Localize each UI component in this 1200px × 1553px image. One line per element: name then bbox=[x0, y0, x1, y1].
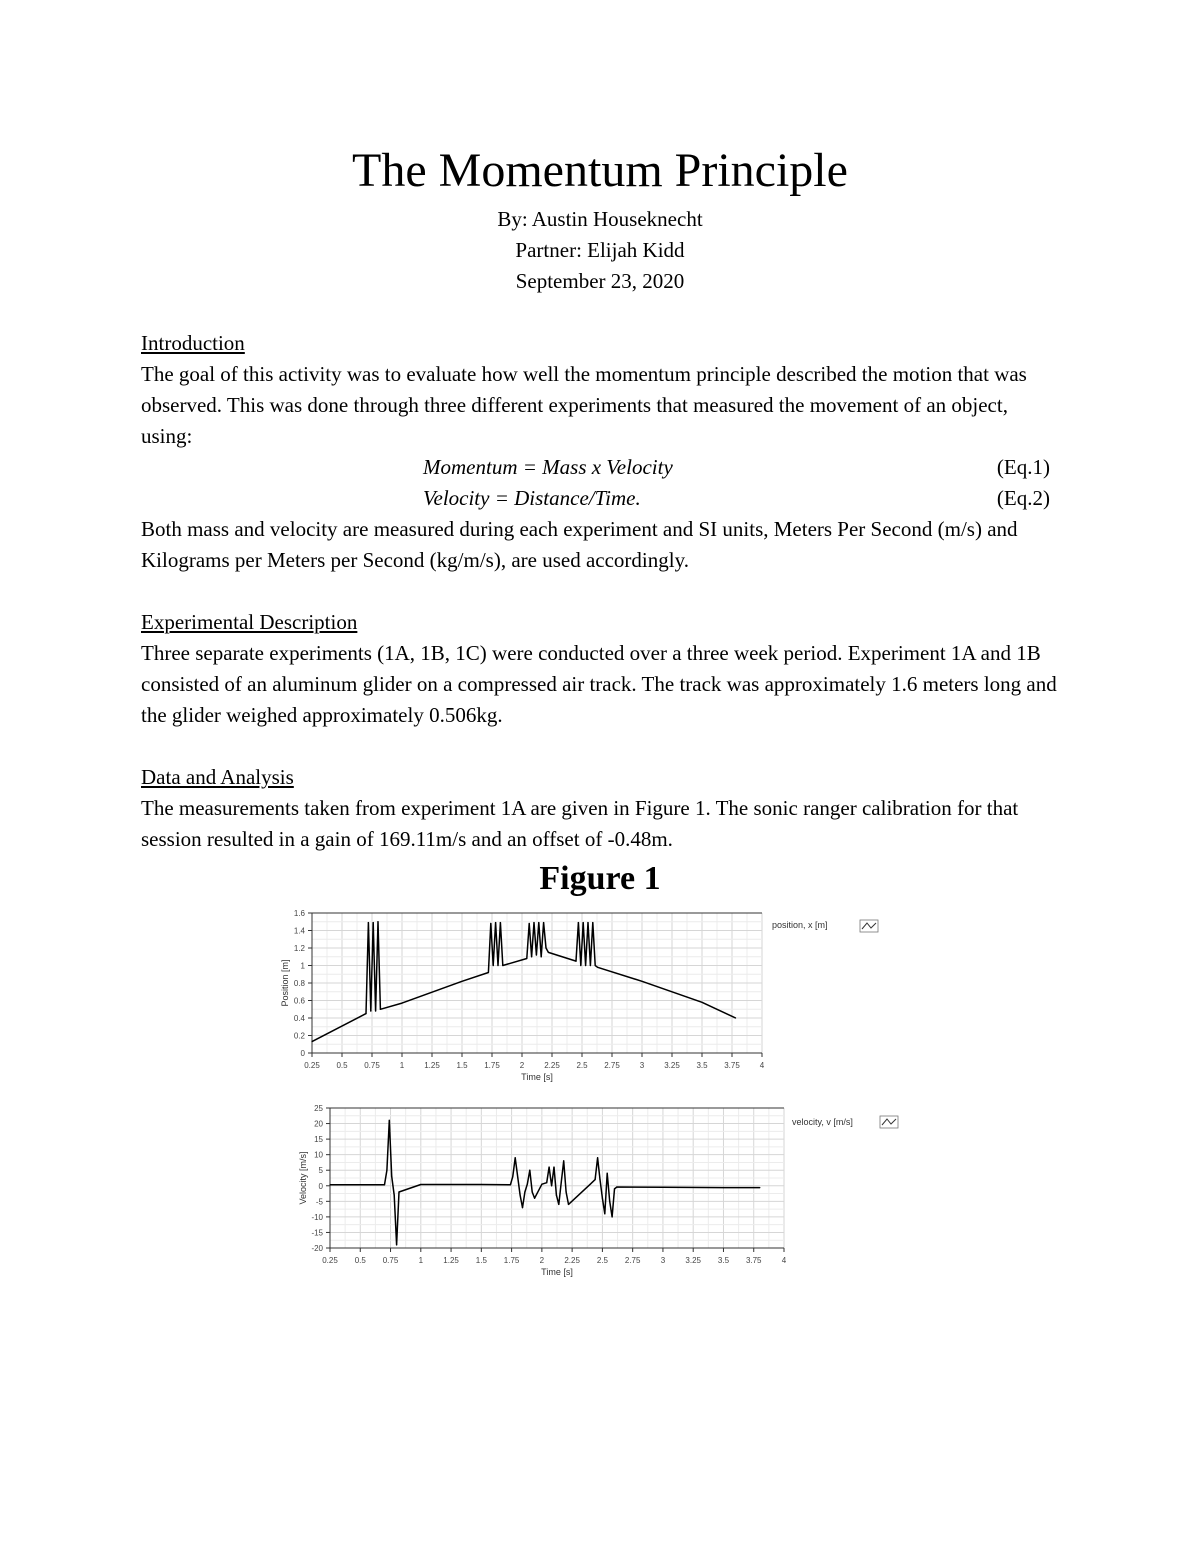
position-y-tick-label: 0.8 bbox=[293, 979, 305, 988]
position-data-point bbox=[461, 981, 462, 982]
velocity-y-axis-label: Velocity [m/s] bbox=[298, 1151, 308, 1205]
position-data-point bbox=[497, 965, 498, 966]
equation-1-text: Momentum = Mass x Velocity bbox=[423, 455, 673, 479]
velocity-data-point bbox=[527, 1184, 528, 1185]
position-legend-label: position, x [m] bbox=[772, 920, 828, 930]
equation-2 bbox=[141, 483, 1061, 514]
introduction-text: The goal of this activity was to evaluate how well the momentum principle described the motion that was observed. This was done through three different experiments that measured the movement of an object, using: bbox=[141, 362, 1027, 448]
velocity-data-point bbox=[394, 1195, 395, 1196]
velocity-x-tick-label: 3.75 bbox=[745, 1256, 762, 1265]
velocity-x-tick-label: 1.75 bbox=[503, 1256, 520, 1265]
velocity-x-tick-label: 1.25 bbox=[443, 1256, 459, 1265]
position-data-point bbox=[548, 952, 549, 953]
position-data-point bbox=[543, 922, 544, 923]
position-data-point bbox=[495, 922, 496, 923]
velocity-data-point bbox=[384, 1184, 385, 1185]
position-y-axis-label: Position [m] bbox=[280, 959, 290, 1007]
position-data-point bbox=[533, 922, 534, 923]
position-legend-icon-line bbox=[862, 923, 876, 929]
position-x-tick-label: 2.25 bbox=[544, 1061, 560, 1070]
velocity-data-point bbox=[662, 1187, 663, 1188]
velocity-series-line bbox=[330, 1120, 760, 1245]
position-data-point bbox=[531, 956, 532, 957]
velocity-data-point bbox=[759, 1187, 760, 1188]
position-y-tick-label: 1.4 bbox=[293, 926, 305, 936]
position-y-tick-label: 1 bbox=[300, 961, 305, 971]
position-data-point bbox=[370, 1010, 371, 1011]
position-y-tick-label: 1.2 bbox=[293, 944, 305, 953]
velocity-data-point bbox=[396, 1244, 397, 1245]
experimental-heading: Experimental Description bbox=[141, 610, 358, 634]
position-x-tick-label: 3.75 bbox=[724, 1061, 740, 1070]
byline bbox=[0, 204, 1200, 297]
equation-1-number: (Eq.1) bbox=[996, 455, 1050, 479]
velocity-legend-icon bbox=[880, 1116, 898, 1128]
velocity-x-tick-label: 0.5 bbox=[354, 1256, 366, 1265]
position-data-point bbox=[590, 965, 591, 966]
position-data-point bbox=[490, 923, 491, 924]
position-data-point bbox=[380, 1009, 381, 1010]
velocity-data-point bbox=[329, 1184, 330, 1185]
velocity-data-point bbox=[604, 1213, 605, 1214]
position-x-tick-label: 3.25 bbox=[664, 1061, 680, 1070]
velocity-data-point bbox=[599, 1179, 600, 1180]
position-series-line bbox=[312, 922, 736, 1042]
position-x-tick-label: 4 bbox=[759, 1061, 765, 1070]
velocity-y-tick-label: 25 bbox=[314, 1104, 323, 1113]
velocity-y-tick-label: -15 bbox=[311, 1228, 323, 1238]
introduction-heading: Introduction bbox=[141, 331, 245, 355]
position-data-point bbox=[735, 1017, 736, 1018]
velocity-x-tick-label: 1 bbox=[418, 1256, 424, 1265]
velocity-data-point bbox=[602, 1198, 603, 1199]
velocity-chart-group bbox=[298, 1104, 898, 1277]
position-chart-group bbox=[280, 909, 878, 1082]
velocity-data-point bbox=[529, 1170, 530, 1171]
position-x-tick-label: 1.75 bbox=[484, 1061, 500, 1070]
velocity-data-point bbox=[553, 1167, 554, 1168]
position-data-point bbox=[538, 922, 539, 923]
position-data-point bbox=[365, 1013, 366, 1014]
velocity-data-point bbox=[532, 1191, 533, 1192]
position-x-tick-label: 1.25 bbox=[424, 1061, 440, 1070]
position-data-point bbox=[597, 967, 598, 968]
data-analysis-heading: Data and Analysis bbox=[141, 765, 294, 789]
velocity-x-tick-label: 2.75 bbox=[624, 1256, 641, 1265]
data-analysis-section bbox=[141, 762, 1061, 855]
velocity-data-point bbox=[568, 1204, 569, 1205]
velocity-y-tick-label: 15 bbox=[314, 1135, 323, 1145]
velocity-x-tick-label: 0.75 bbox=[382, 1256, 399, 1265]
velocity-data-point bbox=[563, 1160, 564, 1161]
velocity-data-point bbox=[398, 1191, 399, 1192]
velocity-data-point bbox=[595, 1179, 596, 1180]
figure-title: Figure 1 bbox=[539, 860, 661, 897]
velocity-y-tick-label: -5 bbox=[315, 1197, 323, 1207]
position-data-point bbox=[641, 981, 642, 982]
velocity-x-tick-label: 3.25 bbox=[685, 1256, 701, 1265]
velocity-data-point bbox=[607, 1173, 608, 1174]
position-data-point bbox=[585, 965, 586, 966]
position-data-point bbox=[575, 961, 576, 962]
position-data-point bbox=[536, 954, 537, 955]
velocity-data-point bbox=[386, 1170, 387, 1171]
date: September 23, 2020 bbox=[515, 269, 685, 293]
velocity-x-tick-label: 1.5 bbox=[475, 1256, 487, 1265]
velocity-data-point bbox=[566, 1191, 567, 1192]
position-y-tick-label: 1.6 bbox=[293, 909, 305, 918]
velocity-data-point bbox=[524, 1191, 525, 1192]
velocity-x-tick-label: 3.5 bbox=[717, 1256, 730, 1265]
velocity-x-tick-label: 0.25 bbox=[322, 1256, 338, 1265]
velocity-x-axis-label: Time [s] bbox=[541, 1267, 573, 1277]
position-data-point bbox=[541, 956, 542, 957]
position-y-tick-label: 0.6 bbox=[293, 996, 305, 1006]
velocity-data-point bbox=[515, 1157, 516, 1158]
velocity-legend-icon-line bbox=[882, 1119, 896, 1125]
velocity-y-tick-label: 0 bbox=[318, 1181, 323, 1191]
experimental-section bbox=[141, 607, 1061, 731]
velocity-data-point bbox=[561, 1182, 562, 1183]
position-data-point bbox=[595, 965, 596, 966]
position-data-point bbox=[375, 1010, 376, 1011]
position-data-point bbox=[587, 922, 588, 923]
position-x-tick-label: 0.5 bbox=[336, 1061, 348, 1070]
position-x-tick-label: 2.5 bbox=[576, 1061, 588, 1070]
position-data-point bbox=[377, 921, 378, 922]
position-y-tick-label: 0 bbox=[300, 1049, 305, 1058]
position-data-point bbox=[578, 922, 579, 923]
velocity-y-tick-label: -20 bbox=[311, 1244, 323, 1253]
position-data-point bbox=[526, 958, 527, 959]
velocity-data-point bbox=[420, 1184, 421, 1185]
velocity-data-point bbox=[556, 1195, 557, 1196]
position-x-tick-label: 2.75 bbox=[604, 1061, 620, 1070]
page-title: The Momentum Principle bbox=[352, 144, 848, 197]
velocity-data-point bbox=[546, 1182, 547, 1183]
position-x-tick-label: 1.5 bbox=[456, 1061, 468, 1070]
velocity-data-point bbox=[481, 1184, 482, 1185]
velocity-data-point bbox=[512, 1176, 513, 1177]
equation-2-number: (Eq.2) bbox=[996, 486, 1050, 510]
velocity-data-point bbox=[520, 1195, 521, 1196]
velocity-data-point bbox=[549, 1167, 550, 1168]
introduction-text-2: Both mass and velocity are measured during each experiment and SI units, Meters Per Second (m/s) and Kilograms per Meters per Second (kg/m/s), are used accordingly. bbox=[141, 517, 1018, 572]
velocity-x-tick-label: 3 bbox=[660, 1256, 666, 1265]
velocity-data-point bbox=[609, 1201, 610, 1202]
velocity-data-point bbox=[614, 1188, 615, 1189]
position-legend-icon bbox=[860, 920, 878, 932]
position-x-tick-label: 3 bbox=[639, 1061, 645, 1070]
velocity-data-point bbox=[510, 1184, 511, 1185]
velocity-legend-label: velocity, v [m/s] bbox=[792, 1117, 853, 1127]
position-x-tick-label: 0.25 bbox=[304, 1061, 320, 1070]
position-x-tick-label: 2 bbox=[519, 1061, 525, 1070]
equation-2-text: Velocity = Distance/Time. bbox=[423, 486, 641, 510]
introduction-section bbox=[141, 328, 1061, 576]
author: By: Austin Houseknecht bbox=[497, 207, 703, 231]
velocity-data-point bbox=[612, 1216, 613, 1217]
position-x-tick-label: 3.5 bbox=[696, 1061, 708, 1070]
position-data-point bbox=[583, 922, 584, 923]
position-data-point bbox=[529, 923, 530, 924]
velocity-y-tick-label: 20 bbox=[314, 1119, 323, 1129]
velocity-y-tick-label: 5 bbox=[318, 1166, 323, 1176]
position-data-point bbox=[311, 1041, 312, 1042]
position-y-tick-label: 0.4 bbox=[293, 1014, 305, 1023]
velocity-data-point bbox=[723, 1187, 724, 1188]
position-data-point bbox=[401, 1003, 402, 1004]
velocity-data-point bbox=[590, 1184, 591, 1185]
position-data-point bbox=[368, 922, 369, 923]
velocity-x-tick-label: 4 bbox=[781, 1256, 787, 1265]
velocity-data-point bbox=[551, 1185, 552, 1186]
partner: Partner: Elijah Kidd bbox=[515, 238, 685, 262]
position-data-point bbox=[500, 922, 501, 923]
position-data-point bbox=[502, 965, 503, 966]
position-x-axis-label: Time [s] bbox=[521, 1072, 553, 1082]
velocity-x-tick-label: 2.5 bbox=[596, 1256, 608, 1265]
position-data-point bbox=[488, 972, 489, 973]
velocity-y-tick-label: 10 bbox=[314, 1150, 323, 1160]
velocity-x-tick-label: 2 bbox=[539, 1256, 545, 1265]
velocity-data-point bbox=[522, 1207, 523, 1208]
position-data-point bbox=[580, 965, 581, 966]
velocity-x-tick-label: 2.25 bbox=[564, 1256, 580, 1265]
velocity-data-point bbox=[391, 1176, 392, 1177]
position-y-tick-label: 0.2 bbox=[293, 1031, 305, 1041]
velocity-data-point bbox=[558, 1204, 559, 1205]
position-data-point bbox=[701, 1002, 702, 1003]
data-analysis-text: The measurements taken from experiment 1A are given in Figure 1. The sonic ranger calibration for that session resulted in a gain of 169.11m/s and an offset of -0.48m. bbox=[141, 796, 1019, 851]
velocity-data-point bbox=[541, 1184, 542, 1185]
velocity-data-point bbox=[616, 1186, 617, 1187]
experimental-text: Three separate experiments (1A, 1B, 1C) were conducted over a three week period. Experiment 1A and 1B consisted of an aluminum glider on a compressed air track. The track was approximately 1.6 meters long and the glider weighed approximately 0.506kg. bbox=[141, 641, 1057, 727]
position-data-point bbox=[592, 922, 593, 923]
position-x-tick-label: 0.75 bbox=[364, 1061, 380, 1070]
velocity-data-point bbox=[389, 1120, 390, 1121]
position-data-point bbox=[493, 965, 494, 966]
velocity-y-tick-label: -10 bbox=[311, 1212, 323, 1222]
position-data-point bbox=[373, 922, 374, 923]
velocity-data-point bbox=[534, 1198, 535, 1199]
position-data-point bbox=[545, 947, 546, 948]
equation-1 bbox=[141, 452, 1061, 483]
velocity-data-point bbox=[597, 1157, 598, 1158]
position-x-tick-label: 1 bbox=[399, 1061, 405, 1070]
